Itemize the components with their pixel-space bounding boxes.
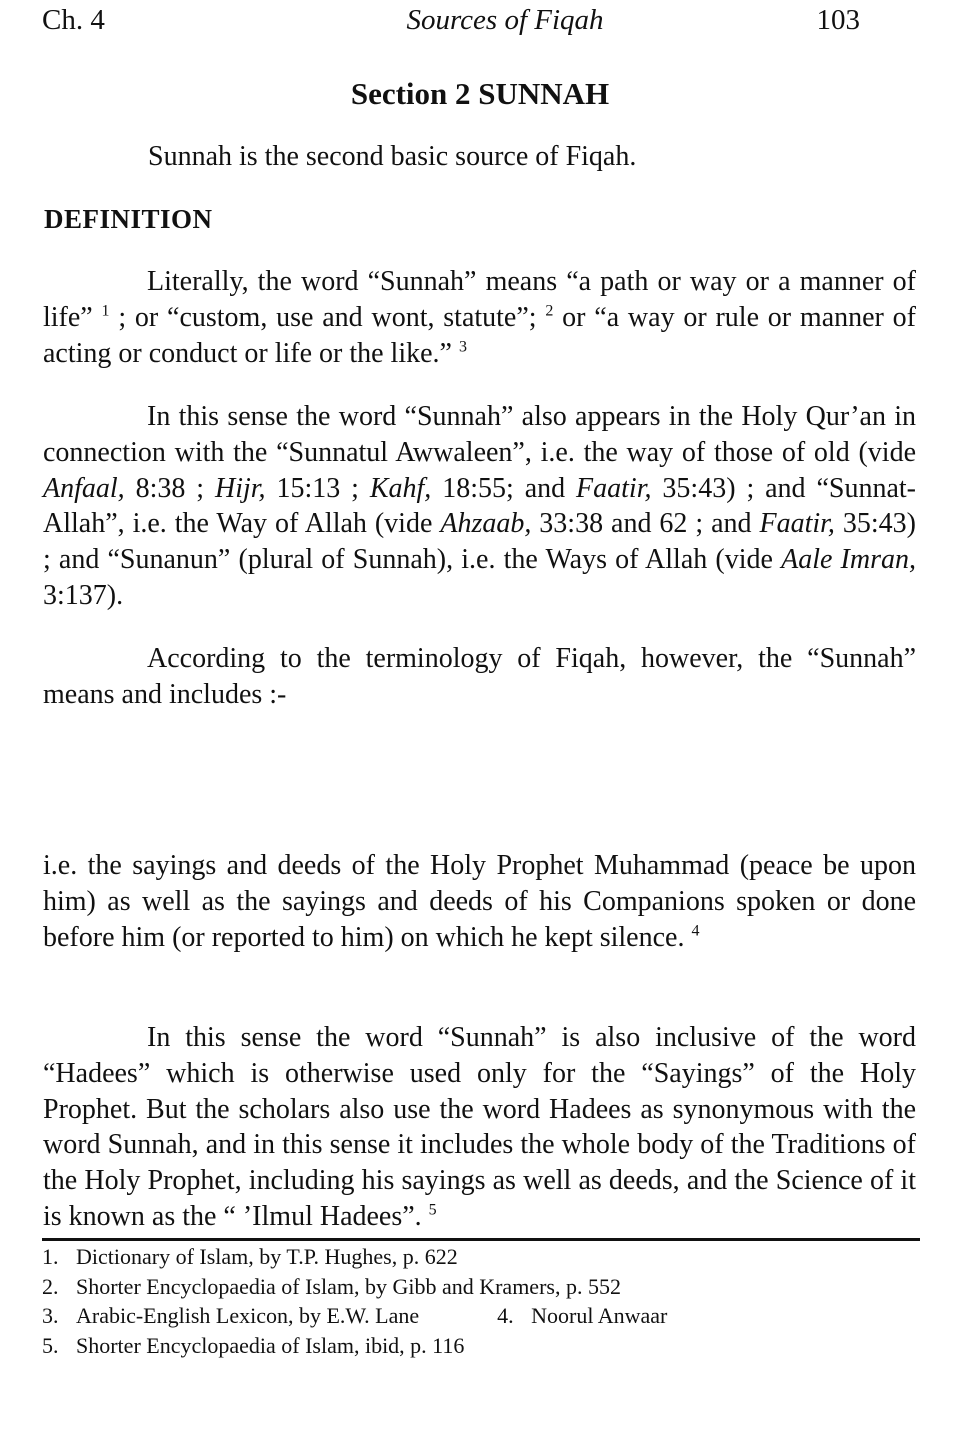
p1-text-3: or “a way or rule or manner of acting or conduct or life or the like.”: [43, 301, 916, 369]
footnote-ref-3: 3: [458, 338, 467, 356]
footnote-number: 4.: [497, 1303, 514, 1328]
paragraph-hadees: [43, 1020, 916, 1235]
footnote-number: 1.: [42, 1244, 59, 1269]
p2-text-4: 18:55; and: [431, 472, 577, 504]
footnote-text: Shorter Encyclopaedia of Islam, ibid, p. 116: [76, 1332, 465, 1358]
footnote-item: [42, 1301, 667, 1331]
p1-text-1: Literally, the word “Sunnah” means “a path or way or a manner of life”: [43, 266, 916, 333]
footnote-ref-5: 5: [428, 1201, 437, 1219]
page-number: 103: [816, 4, 860, 36]
definition-heading: DEFINITION: [44, 204, 213, 234]
ref-kahf: Kahf,: [369, 472, 432, 504]
ref-faatir: Faatir,: [576, 472, 652, 504]
footnote-number: 3.: [42, 1303, 59, 1328]
ref-faatir-2: Faatir,: [759, 508, 835, 540]
footnote-text: Noorul Anwaar: [531, 1303, 668, 1328]
footnote-text: Shorter Encyclopaedia of Islam, by Gibb and Kramers, p. 552: [76, 1273, 621, 1299]
footnote-item: [42, 1242, 667, 1272]
paragraph-quran-usage: [43, 399, 916, 614]
footnote-text: Arabic-English Lexicon, by E.W. Lane: [76, 1303, 420, 1328]
footnote-ref-2: 2: [545, 302, 554, 320]
p1-text-2: ; or “custom, use and wont, statute”;: [109, 301, 537, 333]
footnote-ref-1: 1: [101, 302, 110, 320]
paragraph-sayings-deeds: [43, 848, 916, 955]
paragraph-terminology: According to the terminology of Fiqah, however, the “Sunnah” means and includes :-: [43, 643, 916, 710]
footnote-item: [42, 1331, 667, 1361]
section-title: Section 2 SUNNAH: [350, 76, 610, 111]
footnote-number: 5.: [42, 1332, 59, 1358]
ref-hijr: Hijr,: [214, 472, 266, 504]
p4-text: i.e. the sayings and deeds of the Holy Prophet Muhammad (peace be upon him) as well as the sayings and deeds of his Companions spoken or done before him (or reported to him) on which he kept silence.: [43, 850, 916, 953]
p5-text: In this sense the word “Sunnah” is also inclusive of the word “Hadees” which is otherwise used only for the “Sayings” of the Holy Prophet. But the scholars also use the word Hadees as synonymous with the word Sunnah, and in this sense it includes the whole body of the Traditions of the Holy Prophet, including his sayings as well as deeds, and the Science of it is known as the “ ’Ilmul Hadees”.: [43, 1022, 916, 1232]
p2-text-3: 15:13 ;: [265, 472, 370, 504]
p2-text-8: 3:137).: [43, 579, 124, 611]
paragraph-literal-meaning: [43, 264, 916, 371]
ref-anfaal: Anfaal,: [43, 472, 125, 504]
footnote-divider: [42, 1238, 920, 1241]
p2-text-7: 35:43) ; and “Sunanun” (plural of Sunnah), i.e. the Ways of Allah (vide: [43, 508, 916, 576]
p2-text-1: In this sense the word “Sunnah” also appears in the Holy Qur’an in connection with the “Sunnatul Awwaleen”, i.e. the way of those of old (vide: [43, 401, 916, 468]
ref-aale-imran: Aale Imran,: [781, 544, 916, 576]
footnotes: [42, 1242, 667, 1360]
footnote-ref-4: 4: [691, 922, 700, 940]
footnote-number: 2.: [42, 1273, 59, 1299]
footnote-item: [42, 1272, 667, 1302]
p2-text-2: 8:38 ;: [124, 472, 215, 504]
chapter-label: Ch. 4: [42, 4, 105, 36]
p2-text-5: 35:43) ; and “Sunnat-Allah”, i.e. the Way of Allah (vide: [43, 472, 917, 540]
footnote-text: Dictionary of Islam, by T.P. Hughes, p. 622: [76, 1244, 458, 1269]
intro-text: Sunnah is the second basic source of Fiqah.: [148, 141, 637, 172]
ref-ahzaab: Ahzaab,: [440, 508, 532, 540]
p2-text-6: 33:38 and 62 ; and: [531, 508, 760, 540]
running-title: Sources of Fiqah: [406, 4, 604, 36]
